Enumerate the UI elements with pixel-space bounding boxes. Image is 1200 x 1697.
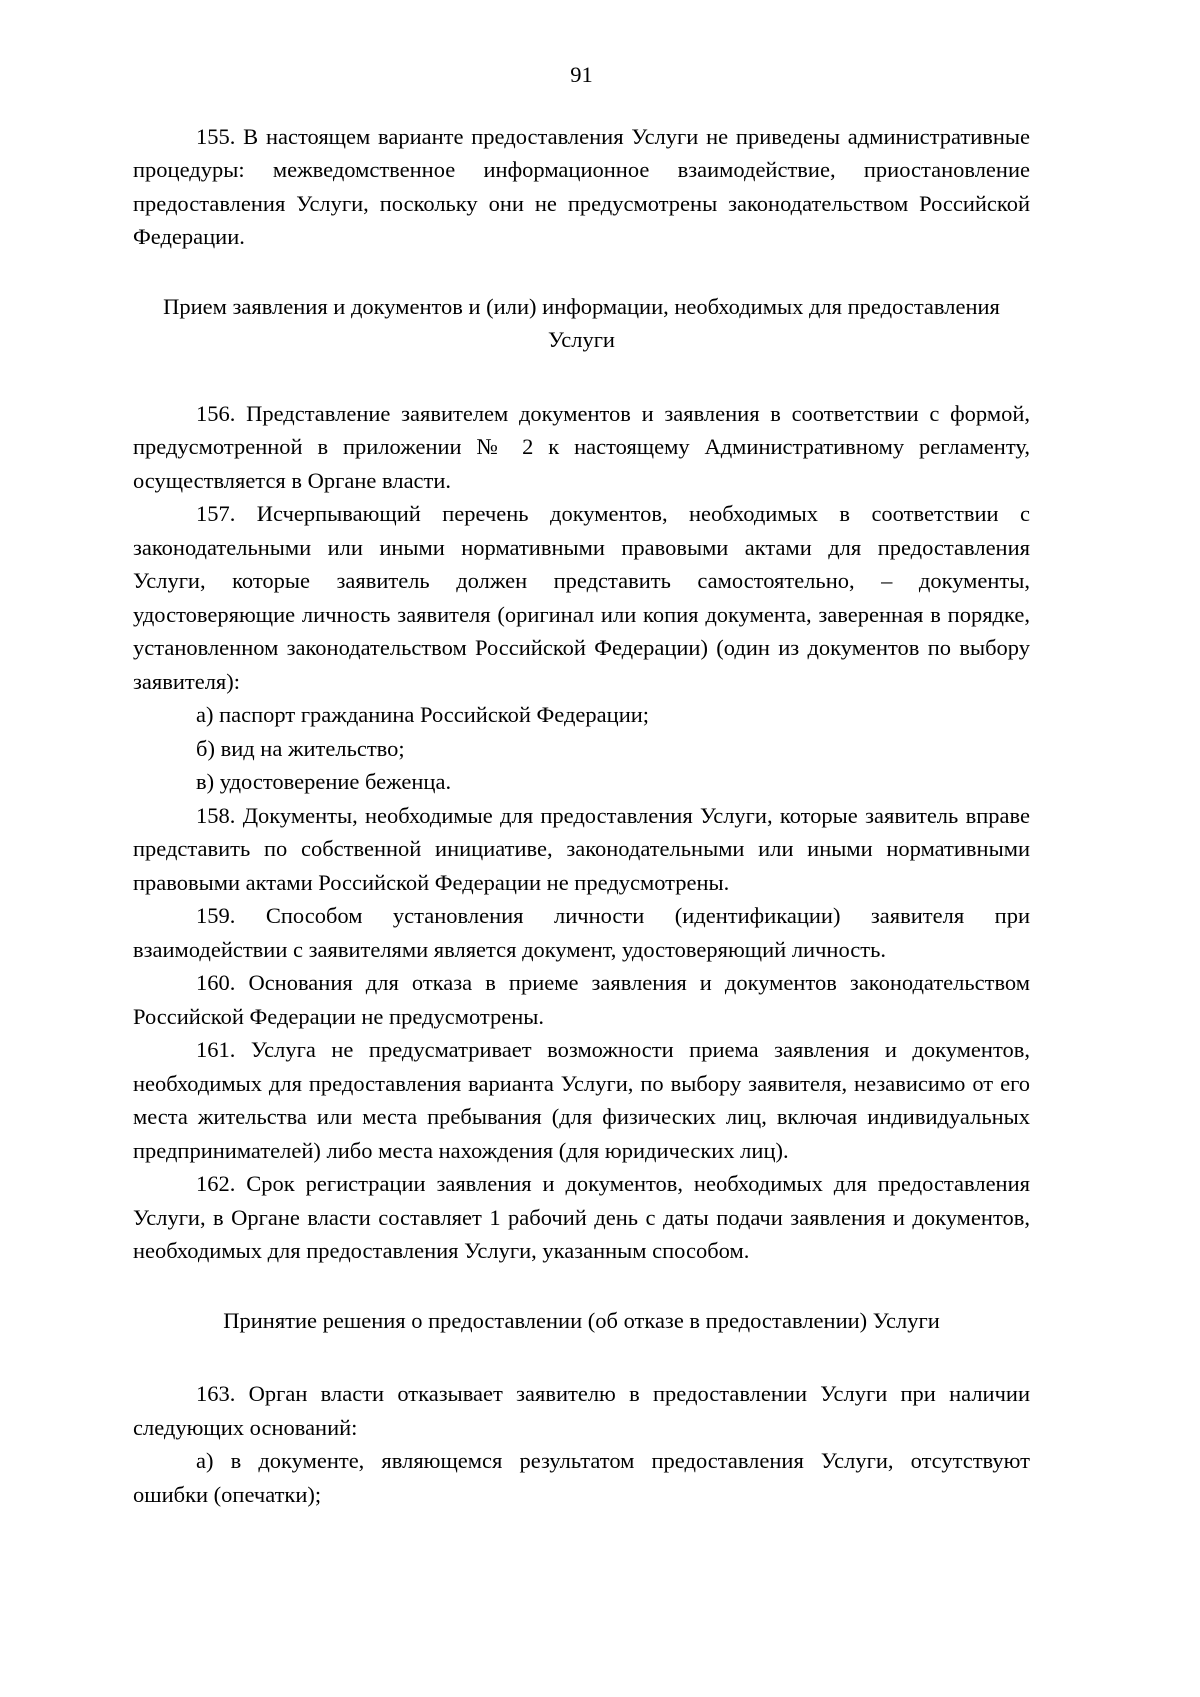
page-number: 91 bbox=[570, 62, 593, 87]
paragraph-159: 159. Способом установления личности (идентификации) заявителя при взаимодействии с заявителями является документ, удостоверяющий личность. bbox=[133, 903, 1030, 962]
paragraph-163: 163. Орган власти отказывает заявителю в предоставлении Услуги при наличии следующих оснований: bbox=[133, 1381, 1030, 1440]
paragraph-155: 155. В настоящем варианте предоставления Услуги не приведены административные процедуры: межведомственное информационное взаимодействие, приостановление предоставления Услуги, поскольку они не предусмотрены законодательством Российской Федерации. bbox=[133, 123, 1030, 249]
list-item-b-residence-permit: б) вид на жительство; bbox=[196, 735, 405, 761]
paragraph-160: 160. Основания для отказа в приеме заявления и документов законодательством Российской Федерации не предусмотрены. bbox=[133, 970, 1030, 1029]
paragraph-156: 156. Представление заявителем документов и заявления в соответствии с формой, предусмотренной в приложении № 2 к настоящему Административному регламенту, осуществляется в Органе власти. bbox=[133, 400, 1030, 493]
paragraph-162: 162. Срок регистрации заявления и документов, необходимых для предоставления Услуги, в Органе власти составляет 1 рабочий день с даты подачи заявления и документов, необходимых для предоставления Услуги, указанным способом. bbox=[133, 1171, 1030, 1263]
paragraph-158: 158. Документы, необходимые для предоставления Услуги, которые заявитель вправе представить по собственной инициативе, законодательными или иными нормативными правовыми актами Российской Федерации не предусмотрены. bbox=[133, 802, 1030, 895]
paragraph-157: 157. Исчерпывающий перечень документов, необходимых в соответствии с законодательными или иными нормативными правовыми актами для предоставления Услуги, которые заявитель должен представить самостоятельно, – документы, удостоверяющие личность заявителя (оригинал или копия документа, заверенная в порядке, установленном законодательством Российской Федерации) (один из документов по выбору заявителя): bbox=[133, 501, 1030, 694]
list-item-a-passport: а) паспорт гражданина Российской Федерации; bbox=[196, 702, 650, 727]
section-heading-reception: Прием заявления и документов и (или) информации, необходимых для предоставления Услуги bbox=[163, 293, 1000, 352]
list-item-v-refugee-id: в) удостоверение беженца. bbox=[196, 769, 452, 794]
list-item-a-no-errors: а) в документе, являющемся результатом предоставления Услуги, отсутствуют ошибки (опечатки); bbox=[133, 1448, 1030, 1507]
section-heading-decision: Принятие решения о предоставлении (об отказе в предоставлении) Услуги bbox=[223, 1307, 940, 1333]
paragraph-161: 161. Услуга не предусматривает возможности приема заявления и документов, необходимых для предоставления варианта Услуги, по выбору заявителя, независимо от его места жительства или места пребывания (для физических лиц, включая индивидуальных предпринимателей) либо места нахождения (для юридических лиц). bbox=[133, 1037, 1030, 1163]
